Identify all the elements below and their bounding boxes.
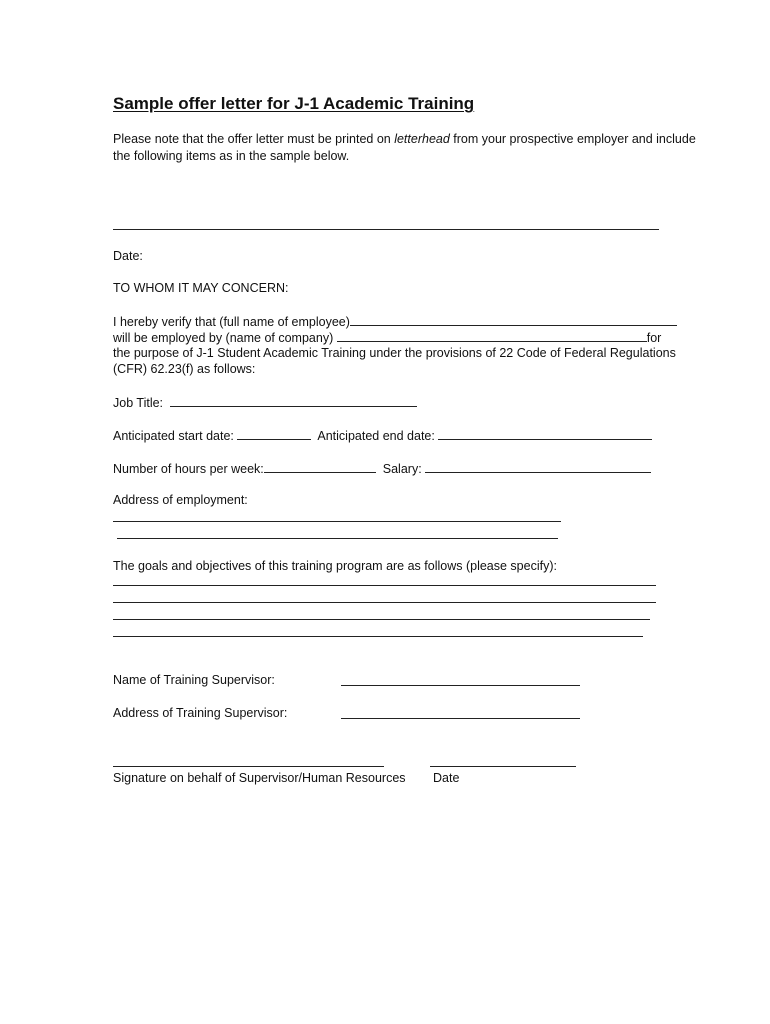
date-label: Date:: [113, 249, 143, 263]
goals-line-2[interactable]: [113, 602, 656, 603]
goals-line-1[interactable]: [113, 585, 656, 586]
supervisor-name-field[interactable]: [341, 685, 580, 686]
hours-label: Number of hours per week:: [113, 462, 264, 476]
verify-line-3: the purpose of J-1 Student Academic Training under the provisions of 22 Code of Federal Regulations: [113, 346, 676, 360]
salary-field[interactable]: [425, 460, 651, 473]
goals-label: The goals and objectives of this training program are as follows (please specify):: [113, 559, 557, 573]
hours-field[interactable]: [264, 460, 376, 473]
dates-row: [113, 427, 652, 444]
employee-name-label: I hereby verify that (full name of employee): [113, 315, 350, 329]
hours-salary-row: [113, 460, 651, 477]
employee-name-field[interactable]: [350, 313, 677, 326]
job-title-row: [113, 394, 417, 411]
company-name-field[interactable]: [337, 329, 647, 342]
signature-label: Signature on behalf of Supervisor/Human Resources: [113, 771, 406, 785]
supervisor-address-label: Address of Training Supervisor:: [113, 706, 288, 720]
supervisor-address-field[interactable]: [341, 718, 580, 719]
for-text: for: [646, 331, 662, 345]
salary-label: Salary:: [382, 462, 422, 476]
intro-text-part1: Please note that the offer letter must be printed on: [113, 132, 395, 146]
intro-line-2: the following items as in the sample below.: [113, 149, 350, 163]
address-line-2[interactable]: [117, 538, 558, 539]
verify-line-1: [113, 313, 677, 330]
goals-line-4[interactable]: [113, 636, 643, 637]
address-label: Address of employment:: [113, 493, 248, 507]
signature-date-label: Date: [433, 771, 460, 785]
verify-line-2: [113, 329, 661, 346]
salutation: TO WHOM IT MAY CONCERN:: [113, 281, 289, 295]
job-title-label: Job Title:: [113, 396, 164, 410]
company-name-label: will be employed by (name of company): [113, 331, 334, 345]
end-date-label: Anticipated end date:: [317, 429, 435, 443]
separator-line: [113, 229, 659, 230]
document-title: Sample offer letter for J-1 Academic Training: [113, 94, 475, 113]
start-date-label: Anticipated start date:: [113, 429, 234, 443]
signature-date-line[interactable]: [430, 766, 576, 767]
job-title-field[interactable]: [170, 394, 417, 407]
intro-text-part2: from your prospective employer and include: [449, 132, 696, 146]
goals-line-3[interactable]: [113, 619, 650, 620]
end-date-field[interactable]: [438, 427, 652, 440]
intro-line-1: [113, 131, 696, 147]
start-date-field[interactable]: [237, 427, 311, 440]
verify-line-4: (CFR) 62.23(f) as follows:: [113, 362, 256, 376]
signature-line[interactable]: [113, 766, 384, 767]
address-line-1[interactable]: [113, 521, 561, 522]
intro-emphasis: letterhead: [394, 132, 450, 146]
supervisor-name-label: Name of Training Supervisor:: [113, 673, 275, 687]
